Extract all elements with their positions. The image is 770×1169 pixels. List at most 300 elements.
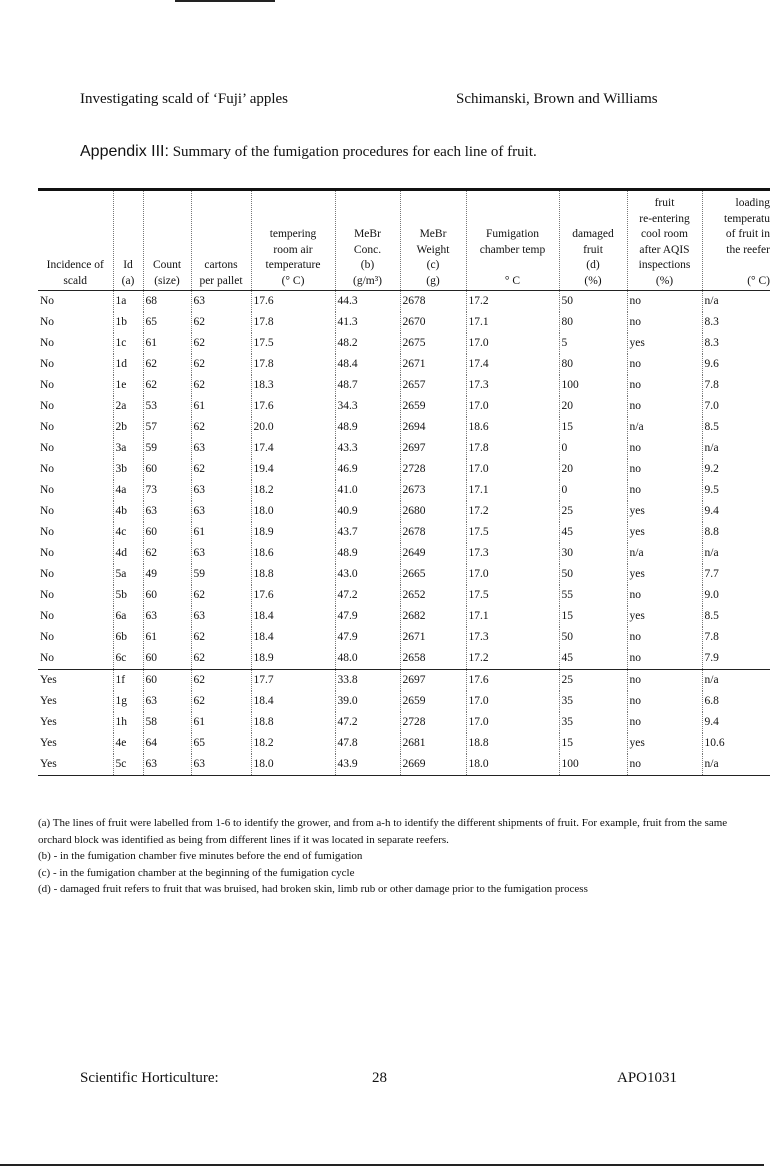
table-cell: 7.9 <box>702 648 770 670</box>
table-cell: n/a <box>627 543 702 564</box>
table-cell: no <box>627 648 702 670</box>
table-row <box>38 354 770 375</box>
table-cell: 45 <box>559 522 627 543</box>
table-cell: 49 <box>143 564 191 585</box>
table-cell: 18.2 <box>251 480 335 501</box>
table-cell: yes <box>627 733 702 754</box>
table-cell: Yes <box>40 695 57 707</box>
table-row <box>38 564 770 585</box>
table-cell: 59 <box>191 564 251 585</box>
table-cell: 6.8 <box>702 691 770 712</box>
table-cell: 18.2 <box>251 733 335 754</box>
table-cell: 48.2 <box>335 333 400 354</box>
table-cell: yes <box>627 522 702 543</box>
table-cell: 63 <box>191 543 251 564</box>
table-cell: 18.9 <box>251 648 335 670</box>
table-cell: 2670 <box>400 312 466 333</box>
table-cell: 0 <box>559 438 627 459</box>
table-cell: 63 <box>191 438 251 459</box>
column-header: cartons per pallet <box>191 190 251 291</box>
table-cell: 17.8 <box>466 438 559 459</box>
table-row <box>38 501 770 522</box>
table-cell: no <box>627 480 702 501</box>
table-cell: 62 <box>191 670 251 692</box>
table-cell: 0 <box>559 480 627 501</box>
table-cell: 5b <box>113 585 143 606</box>
table-cell: 35 <box>559 691 627 712</box>
table-cell: 43.7 <box>335 522 400 543</box>
table-cell: 61 <box>191 712 251 733</box>
table-cell: n/a <box>627 417 702 438</box>
table-cell: 80 <box>559 312 627 333</box>
table-cell: 25 <box>559 670 627 692</box>
table-cell: 47.2 <box>335 712 400 733</box>
table-cell: 63 <box>191 606 251 627</box>
column-header: damaged fruit (d) (%) <box>559 190 627 291</box>
table-cell: 18.6 <box>466 417 559 438</box>
column-header: Fumigation chamber temp ° C <box>466 190 559 291</box>
table-cell: 20.0 <box>251 417 335 438</box>
table-cell: 17.0 <box>466 564 559 585</box>
table-cell: 2657 <box>400 375 466 396</box>
table-cell: 18.8 <box>251 712 335 733</box>
table-cell: 62 <box>191 333 251 354</box>
table-cell: 17.0 <box>466 459 559 480</box>
table-cell: 50 <box>559 291 627 313</box>
table-cell: 17.2 <box>466 648 559 670</box>
table-cell: 61 <box>143 627 191 648</box>
footnote-a: (a) The lines of fruit were labelled from 1-6 to identify the grower, and from a-h to identify the different shipments of fruit. For example, fruit from the same orchard block was identified as being from different lines if it was located in separate reefers. <box>38 817 728 846</box>
table-row <box>38 375 770 396</box>
table-cell: 60 <box>143 670 191 692</box>
table-cell: 62 <box>191 417 251 438</box>
column-header: Count (size) <box>143 190 191 291</box>
table-cell: 61 <box>191 522 251 543</box>
table-cell: yes <box>627 606 702 627</box>
table-cell: 30 <box>559 543 627 564</box>
table-cell: 2649 <box>400 543 466 564</box>
table-cell: no <box>627 670 702 692</box>
table-cell: 47.9 <box>335 606 400 627</box>
table-cell: 39.0 <box>335 691 400 712</box>
table-cell: No <box>40 631 55 643</box>
table-cell: 62 <box>191 691 251 712</box>
table-row <box>38 754 770 776</box>
table-cell: 63 <box>143 606 191 627</box>
table-cell: 65 <box>191 733 251 754</box>
table-cell: 8.8 <box>702 522 770 543</box>
bottom-rule <box>0 1164 764 1166</box>
table-cell: No <box>40 568 55 580</box>
table-cell: No <box>40 484 55 496</box>
table-cell: 17.8 <box>251 354 335 375</box>
appendix-label: Appendix III: <box>80 143 169 160</box>
table-cell: 61 <box>191 396 251 417</box>
table-cell: 18.4 <box>251 627 335 648</box>
table-cell: 9.6 <box>702 354 770 375</box>
table-cell: 1d <box>113 354 143 375</box>
table-cell: 17.2 <box>466 291 559 313</box>
table-cell: no <box>627 438 702 459</box>
table-cell: 6a <box>113 606 143 627</box>
table-cell: 19.4 <box>251 459 335 480</box>
table-cell: 60 <box>143 585 191 606</box>
table-cell: 17.8 <box>251 312 335 333</box>
table-cell: 2694 <box>400 417 466 438</box>
table-cell: 25 <box>559 501 627 522</box>
table-cell: 4c <box>113 522 143 543</box>
table-cell: no <box>627 375 702 396</box>
table-row <box>38 627 770 648</box>
table-cell: 17.1 <box>466 480 559 501</box>
table-cell: 48.4 <box>335 354 400 375</box>
table-cell: 18.0 <box>251 501 335 522</box>
column-header: fruit re-entering cool room after AQIS inspections (%) <box>627 190 702 291</box>
table-cell: 4e <box>113 733 143 754</box>
table-cell: 9.4 <box>702 712 770 733</box>
table-cell: 63 <box>143 754 191 776</box>
column-header: Id (a) <box>113 190 143 291</box>
table-cell: 63 <box>191 754 251 776</box>
table-cell: No <box>40 400 55 412</box>
table-cell: 1g <box>113 691 143 712</box>
table-cell: 17.0 <box>466 333 559 354</box>
appendix-caption <box>80 143 537 161</box>
table-cell: 48.7 <box>335 375 400 396</box>
column-header: loading temperatu of fruit in the reefer (° C) <box>702 190 770 291</box>
table-cell: no <box>627 354 702 375</box>
table-cell: 100 <box>559 375 627 396</box>
table-cell: 35 <box>559 712 627 733</box>
table-cell: 18.0 <box>466 754 559 776</box>
table-cell: No <box>40 547 55 559</box>
table-cell: 100 <box>559 754 627 776</box>
table-cell: n/a <box>702 291 770 313</box>
table-cell: No <box>40 505 55 517</box>
table-cell: 2659 <box>400 396 466 417</box>
table-cell: 8.3 <box>702 312 770 333</box>
table-cell: 17.3 <box>466 543 559 564</box>
table-cell: 2665 <box>400 564 466 585</box>
table-cell: 6b <box>113 627 143 648</box>
appendix-caption-text: Summary of the fumigation procedures for each line of fruit. <box>172 144 537 160</box>
table-cell: 9.0 <box>702 585 770 606</box>
table-cell: 3a <box>113 438 143 459</box>
table-cell: 63 <box>143 501 191 522</box>
table-cell: 2728 <box>400 459 466 480</box>
table-row <box>38 670 770 692</box>
table-cell: 18.8 <box>466 733 559 754</box>
table-cell: 2658 <box>400 648 466 670</box>
table-cell: no <box>627 312 702 333</box>
table-row <box>38 691 770 712</box>
table-cell: 50 <box>559 627 627 648</box>
table-cell: 46.9 <box>335 459 400 480</box>
table-cell: 15 <box>559 606 627 627</box>
table-cell: 17.3 <box>466 627 559 648</box>
table-cell: 20 <box>559 396 627 417</box>
table-cell: 17.6 <box>251 396 335 417</box>
running-header-title: Investigating scald of ‘Fuji’ apples <box>80 91 289 107</box>
table-row <box>38 543 770 564</box>
table-cell: 17.0 <box>466 396 559 417</box>
top-rule <box>175 0 275 2</box>
table-cell: 18.3 <box>251 375 335 396</box>
table-cell: 2675 <box>400 333 466 354</box>
table-cell: 62 <box>191 648 251 670</box>
table-cell: 15 <box>559 417 627 438</box>
table-cell: No <box>40 295 55 307</box>
table-cell: 2a <box>113 396 143 417</box>
table-cell: 2652 <box>400 585 466 606</box>
table-body-scald <box>38 670 770 776</box>
table-cell: 57 <box>143 417 191 438</box>
table-cell: 2682 <box>400 606 466 627</box>
table-cell: 2671 <box>400 627 466 648</box>
table-cell: 62 <box>191 375 251 396</box>
table-cell: 64 <box>143 733 191 754</box>
table-cell: yes <box>627 564 702 585</box>
table-row <box>38 733 770 754</box>
table-cell: 50 <box>559 564 627 585</box>
table-cell: no <box>627 291 702 313</box>
table-row <box>38 459 770 480</box>
table-row <box>38 522 770 543</box>
table-cell: 18.6 <box>251 543 335 564</box>
table-cell: 20 <box>559 459 627 480</box>
table-cell: No <box>40 358 55 370</box>
table-cell: no <box>627 754 702 776</box>
table-cell: 17.7 <box>251 670 335 692</box>
table-cell: No <box>40 463 55 475</box>
table-cell: yes <box>627 501 702 522</box>
table-cell: 17.5 <box>251 333 335 354</box>
table-cell: no <box>627 396 702 417</box>
table-cell: 43.3 <box>335 438 400 459</box>
table-cell: 62 <box>191 459 251 480</box>
footer-journal: Scientific Horticulture: <box>80 1070 219 1086</box>
table-cell: 18.9 <box>251 522 335 543</box>
table-cell: 18.4 <box>251 691 335 712</box>
table-cell: 48.9 <box>335 417 400 438</box>
table-cell: 2671 <box>400 354 466 375</box>
running-header-authors: Schimanski, Brown and Williams <box>456 91 658 107</box>
table-cell: 58 <box>143 712 191 733</box>
table-cell: 2681 <box>400 733 466 754</box>
table-cell: 2b <box>113 417 143 438</box>
fumigation-table <box>38 188 770 776</box>
table-cell: 62 <box>191 312 251 333</box>
table-cell: Yes <box>38 754 113 776</box>
table-cell: 4b <box>113 501 143 522</box>
table-cell: 2673 <box>400 480 466 501</box>
table-cell: 80 <box>559 354 627 375</box>
table-cell: 1h <box>113 712 143 733</box>
table-cell: 5 <box>559 333 627 354</box>
table-cell: No <box>40 652 55 664</box>
table-cell: 43.0 <box>335 564 400 585</box>
table-cell: 62 <box>143 354 191 375</box>
table-row <box>38 712 770 733</box>
table-row <box>38 648 770 670</box>
table-cell: No <box>40 316 55 328</box>
table-cell: 63 <box>143 691 191 712</box>
table-cell: 17.0 <box>466 691 559 712</box>
table-cell: 2678 <box>400 291 466 313</box>
table-cell: 6c <box>113 648 143 670</box>
table-cell: 17.3 <box>466 375 559 396</box>
table-cell: 2697 <box>400 438 466 459</box>
table-cell: 65 <box>143 312 191 333</box>
table-cell: 41.3 <box>335 312 400 333</box>
table-cell: 8.5 <box>702 417 770 438</box>
footer-page-number: 28 <box>372 1070 387 1086</box>
table-cell: 43.9 <box>335 754 400 776</box>
table-cell: 7.0 <box>702 396 770 417</box>
table-cell: 40.9 <box>335 501 400 522</box>
table-cell: Yes <box>38 670 113 692</box>
table-row <box>38 585 770 606</box>
table-cell: 2680 <box>400 501 466 522</box>
table-row <box>38 606 770 627</box>
table-cell: 34.3 <box>335 396 400 417</box>
table-row <box>38 438 770 459</box>
table-cell: 4d <box>113 543 143 564</box>
table-row <box>38 417 770 438</box>
table-cell: 17.2 <box>466 501 559 522</box>
table-cell: no <box>627 585 702 606</box>
footnote-d: (d) - damaged fruit refers to fruit that was bruised, had broken skin, limb rub or other damage prior to the fumigation process <box>38 883 588 895</box>
table-cell: 2669 <box>400 754 466 776</box>
table-cell: 18.0 <box>251 754 335 776</box>
table-cell: 63 <box>191 480 251 501</box>
table-cell: 44.3 <box>335 291 400 313</box>
table-cell: 73 <box>143 480 191 501</box>
table-cell: 8.5 <box>702 606 770 627</box>
table-cell: yes <box>627 333 702 354</box>
table-cell: 17.6 <box>466 670 559 692</box>
table-cell: 1c <box>113 333 143 354</box>
table-cell: 62 <box>143 375 191 396</box>
table-cell: 41.0 <box>335 480 400 501</box>
table-cell: 10.6 <box>702 733 770 754</box>
table-cell: 17.0 <box>466 712 559 733</box>
table-cell: No <box>40 442 55 454</box>
table-cell: 18.8 <box>251 564 335 585</box>
table-cell: 60 <box>143 459 191 480</box>
table-header-row <box>38 190 770 291</box>
table-cell: 17.1 <box>466 606 559 627</box>
table-cell: No <box>40 589 55 601</box>
table-cell: 2728 <box>400 712 466 733</box>
table-cell: 60 <box>143 648 191 670</box>
table-row <box>38 333 770 354</box>
table-cell: No <box>40 526 55 538</box>
table-body-no-scald <box>38 291 770 670</box>
footer-code: APO1031 <box>617 1070 678 1086</box>
table-cell: 7.7 <box>702 564 770 585</box>
table-cell: 15 <box>559 733 627 754</box>
column-header: MeBr Weight (c) (g) <box>400 190 466 291</box>
table-cell: No <box>40 610 55 622</box>
column-header: tempering room air temperature (° C) <box>251 190 335 291</box>
footnotes <box>38 815 758 898</box>
column-header: MeBr Conc. (b) (g/m³) <box>335 190 400 291</box>
table-cell: 4a <box>113 480 143 501</box>
table-cell: 17.6 <box>251 585 335 606</box>
table-cell: 8.3 <box>702 333 770 354</box>
table-cell: No <box>40 337 55 349</box>
table-row <box>38 291 770 313</box>
table-cell: 1e <box>113 375 143 396</box>
table-cell: 17.5 <box>466 585 559 606</box>
table-cell: 48.9 <box>335 543 400 564</box>
table-cell: 47.9 <box>335 627 400 648</box>
table-cell: 55 <box>559 585 627 606</box>
table-cell: 17.5 <box>466 522 559 543</box>
table-cell: 5a <box>113 564 143 585</box>
table-cell: n/a <box>702 670 770 692</box>
table-cell: 63 <box>191 291 251 313</box>
column-header: Incidence of scald <box>38 190 113 291</box>
table-cell: 3b <box>113 459 143 480</box>
table-row <box>38 312 770 333</box>
table-cell: 62 <box>191 585 251 606</box>
table-cell: No <box>40 421 55 433</box>
table-cell: 45 <box>559 648 627 670</box>
footnote-b: (b) - in the fumigation chamber five minutes before the end of fumigation <box>38 850 363 862</box>
table-cell: 2659 <box>400 691 466 712</box>
table-cell: 59 <box>143 438 191 459</box>
table-cell: 2697 <box>400 670 466 692</box>
table-cell: Yes <box>40 716 57 728</box>
table-cell: n/a <box>702 543 770 564</box>
table-cell: 7.8 <box>702 627 770 648</box>
table-cell: 47.2 <box>335 585 400 606</box>
table-cell: 33.8 <box>335 670 400 692</box>
table-cell: no <box>627 459 702 480</box>
table-cell: 9.4 <box>702 501 770 522</box>
table-cell: 2678 <box>400 522 466 543</box>
table-cell: 68 <box>143 291 191 313</box>
table-cell: 17.4 <box>251 438 335 459</box>
table-cell: 18.4 <box>251 606 335 627</box>
table-cell: n/a <box>702 754 770 776</box>
table-row <box>38 480 770 501</box>
table-cell: No <box>40 379 55 391</box>
table-cell: no <box>627 627 702 648</box>
fumigation-table-wrap <box>38 188 770 776</box>
table-cell: 48.0 <box>335 648 400 670</box>
table-cell: 17.6 <box>251 291 335 313</box>
table-cell: 7.8 <box>702 375 770 396</box>
table-cell: 62 <box>143 543 191 564</box>
table-cell: no <box>627 691 702 712</box>
table-cell: 1a <box>113 291 143 313</box>
table-cell: 9.2 <box>702 459 770 480</box>
table-cell: 1b <box>113 312 143 333</box>
table-cell: 60 <box>143 522 191 543</box>
table-cell: 1f <box>113 670 143 692</box>
footnote-c: (c) - in the fumigation chamber at the beginning of the fumigation cycle <box>38 866 355 879</box>
table-cell: 47.8 <box>335 733 400 754</box>
table-cell: Yes <box>40 737 57 749</box>
table-cell: 5c <box>113 754 143 776</box>
table-cell: 53 <box>143 396 191 417</box>
table-row <box>38 396 770 417</box>
table-cell: 17.4 <box>466 354 559 375</box>
table-cell: 9.5 <box>702 480 770 501</box>
